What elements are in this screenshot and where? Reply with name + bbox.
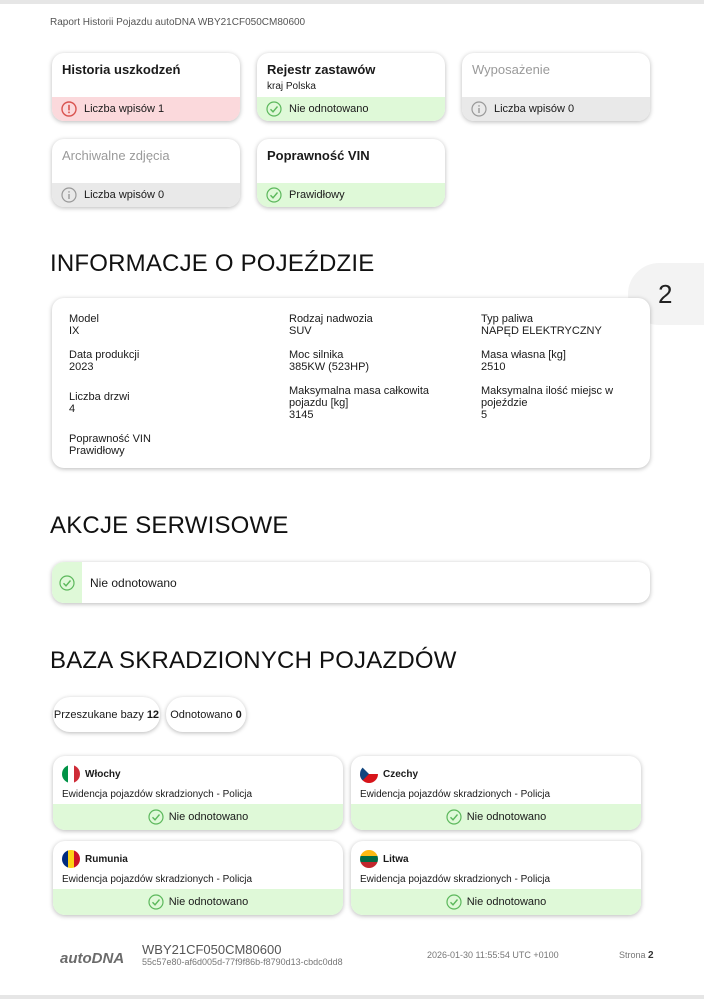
card-status	[257, 183, 445, 207]
page-badge-number: 2	[658, 279, 673, 309]
database-name: Ewidencja pojazdów skradzionych - Policja	[360, 874, 551, 885]
report-header: Raport Historii Pojazdu autoDNA WBY21CF050CM80600	[50, 17, 306, 28]
romania-flag-icon	[62, 850, 80, 868]
field-label: Moc silnika	[289, 349, 344, 361]
vehicle-info-heading: INFORMACJE O POJEŹDZIE	[50, 250, 375, 277]
field-fuel-type	[481, 313, 602, 337]
entry-status-text: Nie odnotowano	[168, 896, 249, 908]
stolen-entry-lithuania	[351, 841, 641, 915]
card-title: Archiwalne zdjęcia	[62, 148, 170, 163]
database-name: Ewidencja pojazdów skradzionych - Policja	[62, 789, 253, 800]
check-icon	[446, 809, 462, 825]
field-value: 2510	[481, 361, 506, 373]
card-subtitle: kraj Polska	[267, 81, 316, 92]
card-status	[52, 183, 240, 207]
field-label: Typ paliwa	[481, 313, 533, 325]
service-status-marker	[52, 562, 82, 603]
page-number: 2	[648, 950, 654, 961]
card-status-text: Prawidłowy	[289, 189, 345, 201]
found-label: Odnotowano	[170, 708, 233, 721]
stolen-heading: BAZA SKRADZIONYCH POJAZDÓW	[50, 647, 457, 674]
entry-status	[351, 804, 641, 830]
database-name: Ewidencja pojazdów skradzionych - Policja	[360, 789, 551, 800]
found-records-pill	[166, 697, 246, 732]
field-value: 385KW (523HP)	[289, 361, 370, 373]
check-icon	[266, 187, 282, 203]
field-value: 4	[69, 403, 76, 415]
italy-flag-icon	[62, 765, 80, 783]
field-value: 2023	[69, 361, 94, 373]
page-label: Strona	[619, 950, 646, 960]
czechia-flag-shape	[360, 765, 378, 783]
entry-status	[53, 889, 343, 915]
check-icon	[266, 101, 282, 117]
info-icon	[61, 187, 77, 203]
card-title: Wyposażenie	[472, 62, 550, 77]
field-model	[69, 313, 99, 337]
check-icon	[148, 894, 164, 910]
footer-page-indicator	[619, 950, 654, 961]
service-heading: AKCJE SERWISOWE	[50, 512, 289, 539]
entry-status	[351, 889, 641, 915]
field-value: SUV	[289, 325, 312, 337]
field-label: Maksymalna ilość miejsc w pojeździe	[481, 385, 614, 409]
card-damage-history[interactable]	[52, 53, 240, 121]
vehicle-info-box	[52, 298, 650, 468]
field-doors	[69, 391, 130, 415]
field-value: 3145	[289, 409, 314, 421]
card-status	[257, 97, 445, 121]
entry-status-text: Nie odnotowano	[466, 896, 547, 908]
field-engine-power	[289, 349, 369, 373]
field-vin-validity	[69, 433, 151, 457]
footer-vin: WBY21CF050CM80600	[142, 942, 282, 957]
card-status-text: Liczba wpisów 0	[84, 189, 165, 201]
lithuania-flag-icon	[360, 850, 378, 868]
field-seats	[481, 385, 621, 421]
country-name: Litwa	[383, 854, 409, 865]
field-curb-weight	[481, 349, 566, 373]
field-production-date	[69, 349, 139, 373]
country-name: Włochy	[85, 769, 121, 780]
card-status-text: Liczba wpisów 0	[494, 103, 575, 115]
database-name: Ewidencja pojazdów skradzionych - Policja	[62, 874, 253, 885]
footer-hash: 55c57e80-af6d005d-77f9f86b-f8790d13-cbdc0dd8	[142, 957, 343, 967]
field-body-type	[289, 313, 373, 337]
field-max-weight	[289, 385, 469, 421]
stolen-entry-italy	[53, 756, 343, 830]
field-value: IX	[69, 325, 80, 337]
country-name: Rumunia	[85, 854, 128, 865]
card-status-text: Nie odnotowano	[289, 103, 369, 115]
field-label: Rodzaj nadwozia	[289, 313, 373, 325]
alert-icon	[61, 101, 77, 117]
service-status-text: Nie odnotowano	[90, 576, 177, 590]
card-vin-validity[interactable]	[257, 139, 445, 207]
stolen-entry-romania	[53, 841, 343, 915]
entry-status-text: Nie odnotowano	[168, 811, 249, 823]
card-title: Historia uszkodzeń	[62, 62, 181, 77]
check-icon	[148, 809, 164, 825]
field-label: Poprawność VIN	[69, 433, 151, 445]
field-value: NAPĘD ELEKTRYCZNY	[481, 325, 602, 337]
stolen-entry-czechia	[351, 756, 641, 830]
searched-count: 12	[146, 708, 160, 721]
top-border	[0, 0, 704, 4]
check-icon	[59, 575, 75, 591]
card-archive-photos[interactable]	[52, 139, 240, 207]
field-label: Model	[69, 313, 99, 325]
card-status	[52, 97, 240, 121]
field-value: Prawidłowy	[69, 445, 125, 457]
card-title: Rejestr zastawów	[267, 62, 376, 77]
entry-status-text: Nie odnotowano	[466, 811, 547, 823]
found-count: 0	[235, 708, 242, 721]
country-name: Czechy	[383, 769, 419, 780]
card-title: Poprawność VIN	[267, 148, 370, 163]
field-label: Data produkcji	[69, 349, 140, 361]
bottom-border	[0, 995, 704, 999]
card-equipment[interactable]	[462, 53, 650, 121]
field-value: 5	[481, 409, 488, 421]
field-label: Maksymalna masa całkowita pojazdu [kg]	[289, 385, 429, 409]
czechia-flag-icon	[360, 765, 378, 783]
searched-databases-pill	[53, 697, 160, 732]
footer-datetime: 2026-01-30 11:55:54 UTC +0100	[427, 950, 559, 960]
check-icon	[446, 894, 462, 910]
autodna-logo: autoDNA	[60, 950, 125, 967]
card-pledge-register[interactable]	[257, 53, 445, 121]
info-icon	[471, 101, 487, 117]
card-status	[462, 97, 650, 121]
service-status-box	[52, 562, 650, 603]
field-label: Liczba drzwi	[69, 391, 130, 403]
searched-label: Przeszukane bazy	[53, 708, 144, 721]
entry-status	[53, 804, 343, 830]
field-label: Masa własna [kg]	[481, 349, 566, 361]
card-status-text: Liczba wpisów 1	[84, 103, 165, 115]
